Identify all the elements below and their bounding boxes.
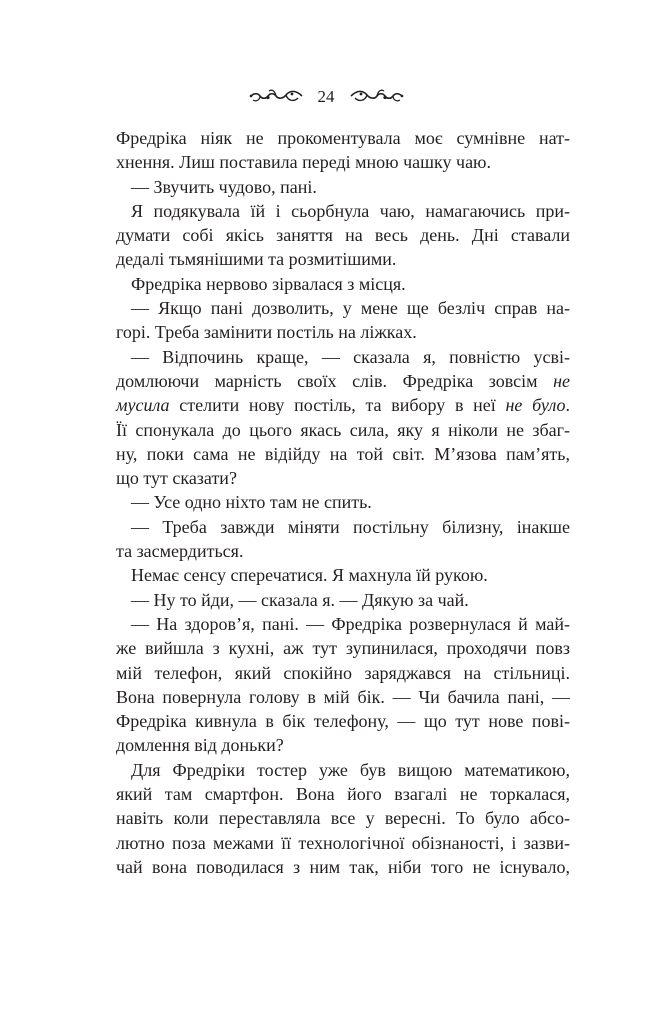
text-run: дедалі тьмянішими та розмитішими. [116,249,397,270]
text-line [116,199,570,223]
text-run: — Звучить чудово, пані. [131,176,317,197]
text-run: горі. Треба замінити постіль на ліжках. [116,322,417,343]
text-run: лютно поза межами її технологічної обізнаності, і зазви- [116,832,570,853]
text-line [116,175,570,199]
left-flourish-icon [248,88,304,104]
page-header [0,84,652,108]
text-line [116,733,570,757]
text-run: який там смартфон. Вона його взагалі не торкалася, [116,784,570,805]
text-run: що тут сказати? [116,468,237,489]
text-line [116,272,570,296]
text-run: Немає сенсу сперечатися. Я махнула їй рукою. [131,565,488,586]
text-line [116,855,570,879]
text-run: — Усе одно ніхто там не спить. [131,492,372,513]
text-line [116,223,570,247]
text-run: . [565,395,571,416]
text-line [116,588,570,612]
text-line [116,150,570,174]
right-flourish-icon [349,88,405,104]
text-line [116,782,570,806]
text-run: чай вона поводилася з ним так, ніби того не існувало, [116,856,570,877]
text-run: же вийшла з кухні, аж тут зупинилася, проходячи повз [116,638,570,659]
text-line [116,393,570,417]
text-line [116,296,570,320]
text-line [116,369,570,393]
text-line [116,345,570,369]
text-line [116,247,570,271]
text-run: мій телефон, який спокійно заряджався на стільниці. [116,662,570,683]
text-run: стелити нову постіль, та вибору в неї [169,395,506,416]
text-run: Її спонукала до цього якась сила, яку я ніколи не збаг- [116,419,570,440]
text-run: думати собі якісь заняття на весь день. Дні ставали [116,225,570,246]
text-run: домлення від доньки? [116,735,284,756]
page-number: 24 [317,86,335,106]
text-run: Для Фредріки тостер уже був вищою математикою, [131,759,570,780]
text-run: — Ну то йди, — сказала я. — Дякую за чай. [131,589,469,610]
text-run: Я подякувала їй і сьорбнула чаю, намагаючись при- [131,200,570,221]
text-run: домлюючи марність своїх слів. Фредріка зовсім [116,370,554,391]
text-line [116,709,570,733]
italic-text: не [553,370,570,391]
text-line [116,636,570,660]
text-line [116,539,570,563]
text-line [116,126,570,150]
text-line [116,612,570,636]
text-run: та засмердиться. [116,541,244,562]
text-line [116,490,570,514]
text-run: Фредріка ніяк не прокоментувала моє сумнівне нат- [116,128,570,148]
text-run: ну, поки сама не відійду на той світ. М’язова пам’ять, [116,443,570,464]
text-run: навіть коли переставляла все у вересні. То було абсо- [116,808,570,829]
text-line [116,442,570,466]
text-line [116,418,570,442]
text-line [116,320,570,344]
text-line [116,515,570,539]
text-run: Фредріка кивнула в бік телефону, — що тут нове пові- [116,711,570,732]
text-line [116,661,570,685]
text-line [116,806,570,830]
italic-text: не було [505,395,566,416]
body-text [116,126,570,879]
text-line [116,685,570,709]
text-line [116,758,570,782]
text-line [116,563,570,587]
text-run: — Якщо пані дозволить, у мене ще безліч справ на- [131,298,570,319]
text-run: хнення. Лиш поставила переді мною чашку чаю. [116,152,492,173]
italic-text: мусила [116,395,170,416]
text-line [116,831,570,855]
text-line [116,466,570,490]
text-run: Вона повернула голову в мій бік. — Чи бачила пані, — [116,686,570,707]
text-run: Фредріка нервово зірвалася з місця. [131,273,406,294]
text-run: — Треба завжди міняти постільну білизну, інакше [131,516,570,537]
text-run: — Відпочинь краще, — сказала я, повністю усві- [131,346,570,367]
text-run: — На здоров’я, пані. — Фредріка розвернулася й май- [131,613,570,634]
